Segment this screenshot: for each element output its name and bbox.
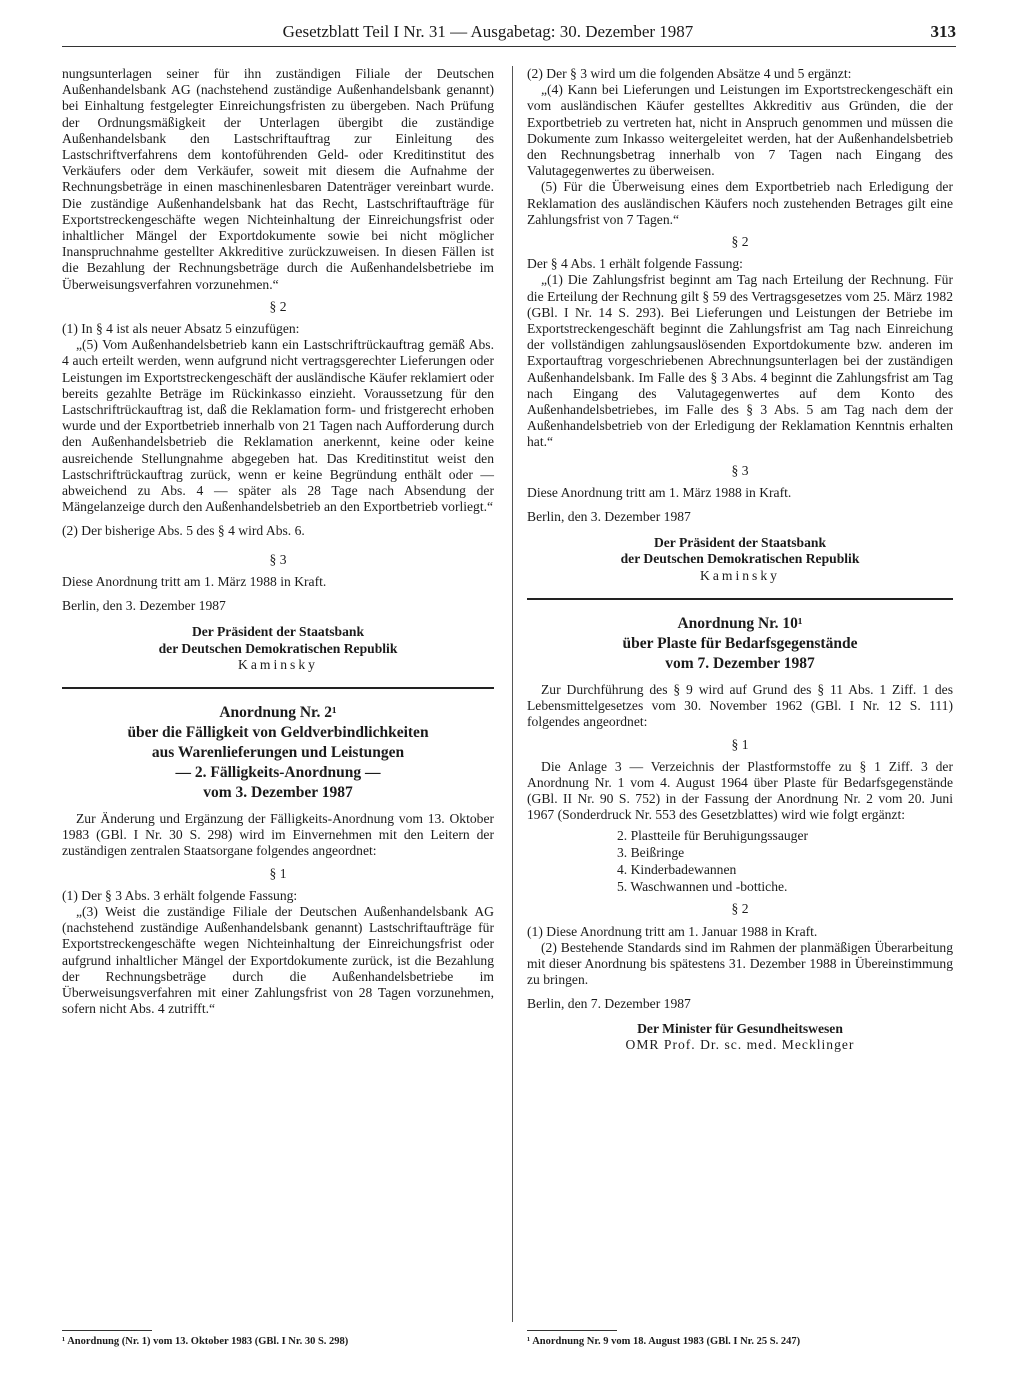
list-item: 2. Plastteile für Beruhigungssauger xyxy=(617,827,809,843)
right-column xyxy=(527,66,953,1053)
section-heading: § 1 xyxy=(731,736,749,752)
quoted-paragraph: (5) Für die Überweisung eines dem Exportbetrieb nach Erledigung der Reklamation des ausländischen Käufers noch zustehenden Betrages gilt eine Zahlungsfrist von 7 Tagen.“ xyxy=(527,179,953,227)
paragraph: (1) In § 4 ist als neuer Absatz 5 einzufügen: xyxy=(62,321,300,337)
paragraph: (1) Diese Anordnung tritt am 1. Januar 1988 in Kraft. xyxy=(527,923,818,939)
page-header xyxy=(80,22,956,46)
ordinance-subtitle: aus Warenlieferungen und Leistungen xyxy=(151,743,405,761)
header-title: Gesetzblatt Teil I Nr. 31 — Ausgabetag: 30. Dezember 1987 xyxy=(282,22,694,41)
paragraph: (2) Bestehende Standards sind im Rahmen der planmäßigen Überarbeitung mit dieser Anordnung bis spätestens 31. Dezember 1988 in Übereinstimmung zu bringen. xyxy=(527,939,953,988)
list-item: 3. Beißringe xyxy=(617,844,685,860)
signature-name: Kaminsky xyxy=(700,567,780,583)
left-column xyxy=(62,66,494,1017)
ordinance-subtitle: über Plaste für Bedarfsgegenstände xyxy=(622,634,858,652)
section-heading: § 2 xyxy=(731,901,749,917)
ordinance-date: vom 3. Dezember 1987 xyxy=(203,783,353,801)
signature-name: OMR Prof. Dr. sc. med. Mecklinger xyxy=(625,1036,855,1052)
signature-name: Kaminsky xyxy=(238,656,318,672)
footnote: ¹ Anordnung Nr. 9 vom 18. August 1983 (GBl. I Nr. 25 S. 247) xyxy=(527,1336,801,1347)
section-heading: § 3 xyxy=(731,462,749,478)
date-line: Berlin, den 3. Dezember 1987 xyxy=(62,598,226,614)
signature-block xyxy=(62,624,494,673)
header-rule xyxy=(62,46,956,47)
page-number: 313 xyxy=(930,22,956,41)
paragraph: Diese Anordnung tritt am 1. März 1988 in Kraft. xyxy=(527,484,792,500)
section-heading: § 1 xyxy=(269,865,287,881)
ordinance-short-title: — 2. Fälligkeits-Anordnung — xyxy=(175,763,381,781)
signature-title: Der Minister für Gesundheitswesen xyxy=(637,1020,843,1036)
quoted-paragraph: „(4) Kann bei Lieferungen und Leistungen im Exportstreckengeschäft ein vom ausländischen Käufer gestelltes Akkreditiv aus Gründen, die der Exportbetrieb zu vertreten hat, nicht in Anspruch genommen und müssen die Dokumente zum Inkasso weitergeleitet werden, hat der Außenhandelsbetrieb den Rechnungsbetrag innerhalb von 7 Tagen nach Eingang des Valutagegenwertes zu überweisen. xyxy=(527,82,953,179)
ordinance-title: Anordnung Nr. 10¹ xyxy=(677,614,803,632)
signature-block xyxy=(527,535,953,584)
footnote: ¹ Anordnung (Nr. 1) vom 13. Oktober 1983 (GBl. I Nr. 30 S. 298) xyxy=(62,1336,349,1347)
section-heading: § 3 xyxy=(269,551,287,567)
ordinance-intro: Zur Durchführung des § 9 wird auf Grund des § 11 Abs. 1 Ziff. 1 des Lebensmittelgesetzes vom 30. November 1962 (GBl. I Nr. 12 S. 111) folgendes angeordnet: xyxy=(527,681,953,730)
paragraph: Der § 4 Abs. 1 erhält folgende Fassung: xyxy=(527,256,743,272)
quoted-paragraph: „(3) Weist die zuständige Filiale der Deutschen Außenhandelsbank AG (nachstehend zuständige Außenhandelsbank genannt) Lastschriftaufträge für Exportstreckengeschäfte wegen Nichteinhaltung der Einreichungsfrist oder aufgrund inhaltlicher Mängel der Exportdokumente zurück, ist die Bezahlung der Rechnungsbeträge durch die Außenhandelsbetriebe im Überweisungsverfahren mit einer Zahlungsfrist von 28 Tagen vorzunehmen, sofern nicht Abs. 4 zutrifft.“ xyxy=(62,903,494,1017)
ordinance-date: vom 7. Dezember 1987 xyxy=(665,654,815,672)
date-line: Berlin, den 3. Dezember 1987 xyxy=(527,509,691,525)
paragraph: (2) Der bisherige Abs. 5 des § 4 wird Abs. 6. xyxy=(62,523,305,539)
paragraph: (1) Der § 3 Abs. 3 erhält folgende Fassung: xyxy=(62,887,298,903)
quoted-paragraph: „(1) Die Zahlungsfrist beginnt am Tag nach Erteilung der Rechnung. Für die Erteilung der Rechnung gilt § 59 des Vertragsgesetzes vom 25. März 1982 (GBl. I Nr. 14 S. 293). Bei Lieferungen und Leistungen der Betriebe im Exportstreckengeschäft beginnt die Zahlungsfrist am Tag nach Einreichung der vollständigen zahlungsauslösenden Exportdokumente bzw. anderen im Exportauftrag vorgeschriebenen Abrechnungsunterlagen bei der zuständigen Außenhandelsbank. Im Falle des § 3 Abs. 4 beginnt die Zahlungsfrist am Tag nach Eingang des Valutagegenwertes auf dem Konto des Außenhandelsbetriebes, im Falle des § 3 Abs. 5 am Tag nach dem der Außenhandelsbetrieb von der Erledigung der Reklamation Kenntnis erhalten hat.“ xyxy=(527,272,953,450)
paragraph: Die Anlage 3 — Verzeichnis der Plastformstoffe zu § 1 Ziff. 3 der Anordnung Nr. 1 vom 4. August 1964 über Plaste für Bedarfsgegenstände (GBl. II Nr. 90 S. 752) in der Fassung der Anordnung Nr. 2 vom 20. Juni 1967 (Sonderdruck Nr. 553 des Gesetzblattes) wird wie folgt ergänzt: xyxy=(527,758,953,823)
footnote-rule xyxy=(527,1330,617,1331)
paragraph: (2) Der § 3 wird um die folgenden Absätze 4 und 5 ergänzt: xyxy=(527,66,852,81)
section-heading: § 2 xyxy=(269,298,287,314)
signature-block xyxy=(527,1021,953,1053)
footnote-rule xyxy=(62,1330,152,1331)
quoted-paragraph: „(5) Vom Außenhandelsbetrieb kann ein Lastschriftrückauftrag gemäß Abs. 4 auch erteilt werden, wenn aufgrund nicht vertragsgerechter Lieferungen oder Leistungen im Exportstreckengeschäft der ausländische Käufer reklamiert oder bereits gezahlte Beträge im Rückinkasso einzieht. Voraussetzung für den Lastschriftrückauftrag ist, daß die Reklamation form- und fristgerecht erhoben wurde und der Exportbetrieb innerhalb von 21 Tagen nach Aufforderung durch den Außenhandelsbetrieb die Reklamation anerkennt, keine oder keine ausreichende Stellungnahme abgegeben hat. Das Kreditinstitut weist den Lastschriftrückauftrag zurück, wenn er keine Begründung enthält oder — abweichend zu Abs. 4 — später als 28 Tage nach Absendung der Mängelanzeige durch den Außenhandelsbetrieb an den Exportbetrieb vorliegt.“ xyxy=(62,337,494,515)
column-divider xyxy=(512,66,513,1322)
continued-paragraph: nungsunterlagen seiner für ihn zuständigen Filiale der Deutschen Außenhandelsbank AG (nachstehend zuständige Außenhandelsbank genannt) bei Einhaltung festgelegter Einreichungsfristen zu übergeben. Nach Prüfung der Ordnungsmäßigkeit der Unterlagen übergibt die zuständige Außenhandelsbank den Lastschriftauftrag zur Einleitung des Lastschriftverfahrens dem kontoführenden Geld- oder Kreditinstitut des Verkäufers oder dem Verkäufer, soweit mit diesem die Aufnahme der Rechnungsbeträge in einen maschinenlesbaren Datenträger vereinbart wurde. Die zuständige Außenhandelsbank hat das Recht, Lastschriftaufträge für Exportstreckengeschäfte wegen Nichteinhaltung der Einreichungsfrist oder inhaltlicher Mängel der Exportdokumente sowie bei nicht möglicher Inanspruchnahme gestellter Akkreditive zurückzuweisen. In diesen Fällen ist die Bezahlung der Rechnungsbeträge durch die Außenhandelsbetriebe im Überweisungsverfahren vorzunehmen.“ xyxy=(62,66,494,292)
list-item: 5. Waschwannen und -bottiche. xyxy=(617,879,788,895)
date-line: Berlin, den 7. Dezember 1987 xyxy=(527,996,691,1012)
item-list xyxy=(617,828,953,896)
ordinance-intro: Zur Änderung und Ergänzung der Fälligkeits-Anordnung vom 13. Oktober 1983 (GBl. I Nr. 30 S. 298) wird im Einvernehmen mit den Leitern der zuständigen zentralen Staatsorgane folgendes angeordnet: xyxy=(62,810,494,859)
signature-institution: der Deutschen Demokratischen Republik xyxy=(620,551,860,567)
signature-institution: der Deutschen Demokratischen Republik xyxy=(158,640,398,656)
section-separator xyxy=(527,598,953,600)
ordinance-title: Anordnung Nr. 2¹ xyxy=(219,703,337,721)
paragraph: Diese Anordnung tritt am 1. März 1988 in Kraft. xyxy=(62,573,327,589)
section-separator xyxy=(62,687,494,689)
ordinance-subtitle: über die Fälligkeit von Geldverbindlichkeiten xyxy=(127,723,429,741)
signature-title: Der Präsident der Staatsbank xyxy=(653,535,827,551)
signature-title: Der Präsident der Staatsbank xyxy=(191,624,365,640)
section-heading: § 2 xyxy=(731,234,749,250)
list-item: 4. Kinderbadewannen xyxy=(617,861,737,877)
